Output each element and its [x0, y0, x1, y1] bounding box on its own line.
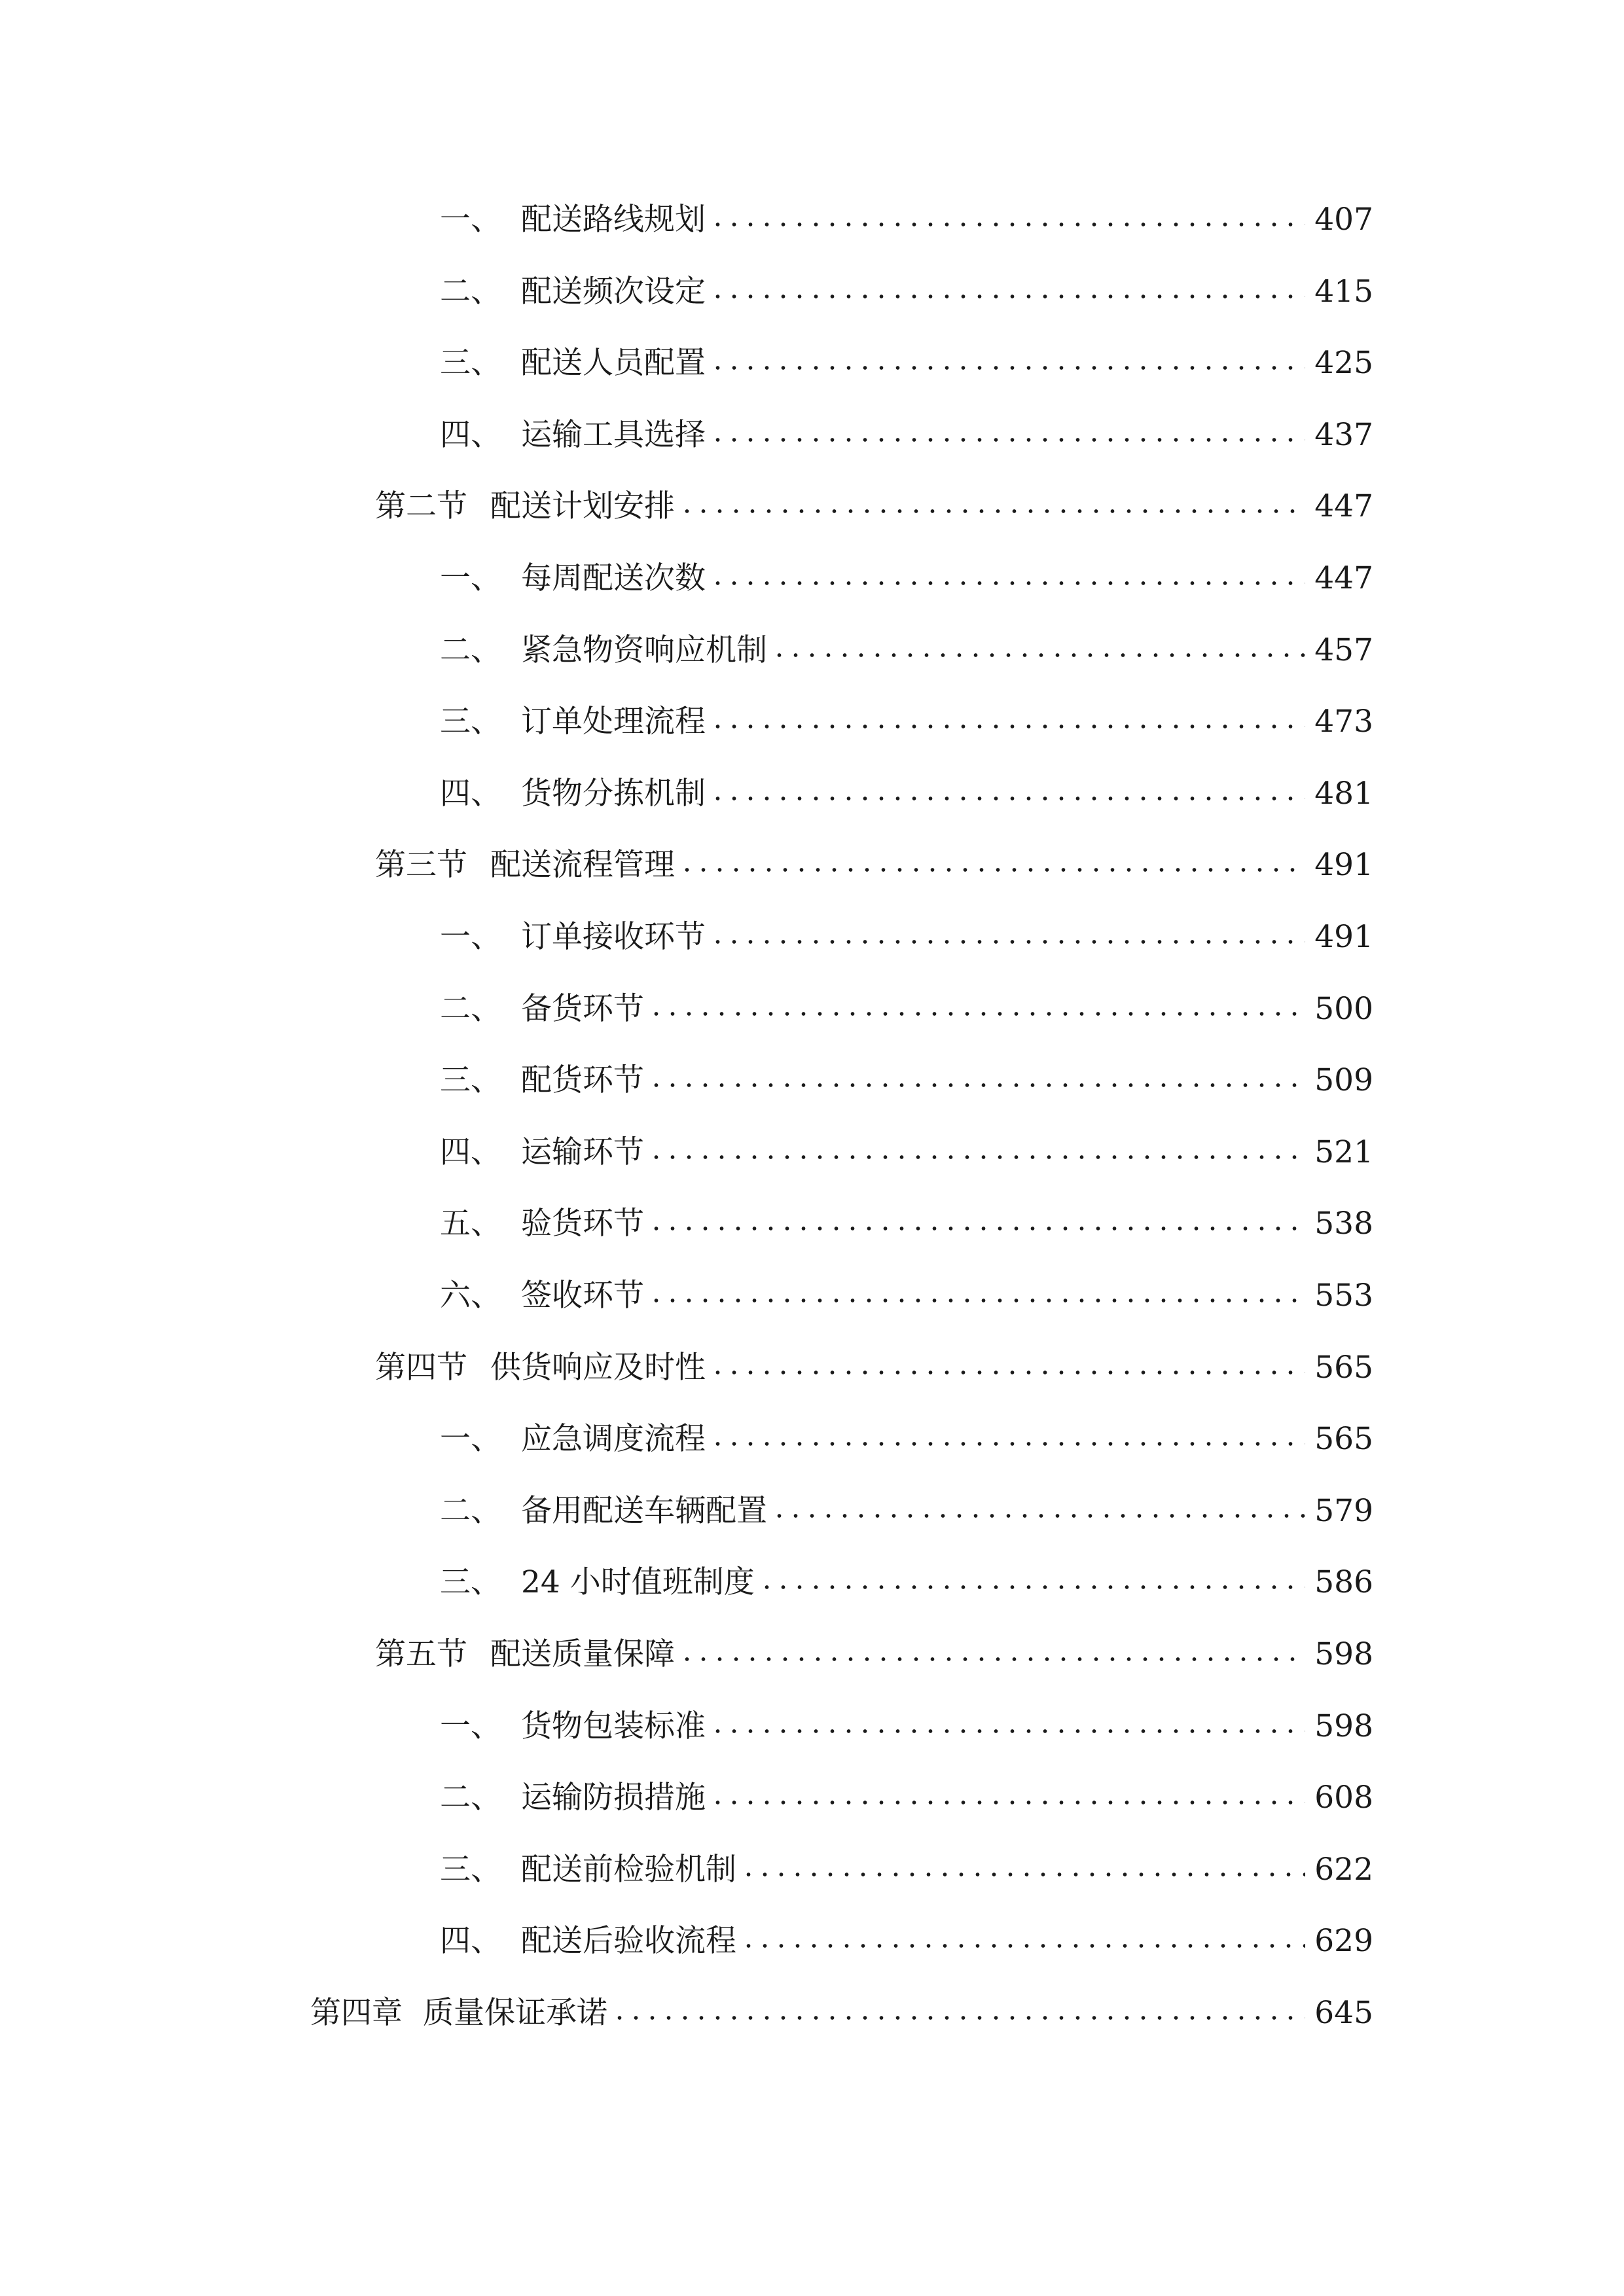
toc-entry[interactable]: [375, 839, 1373, 891]
toc-entry-page-number: 521: [1314, 1134, 1373, 1170]
toc-entry[interactable]: [440, 768, 1373, 820]
toc-entry-number: 二、: [440, 1493, 501, 1529]
toc-entry-page-number: 608: [1314, 1780, 1373, 1816]
toc-entry-title: 24 小时值班制度: [521, 1564, 755, 1600]
toc-entry-title: 配货环节: [521, 1062, 644, 1098]
toc-entry[interactable]: [440, 1198, 1373, 1250]
toc-entry-page-number: 473: [1314, 704, 1373, 740]
toc-dot-leader: [710, 1437, 1305, 1451]
toc-dot-leader: [648, 1078, 1305, 1092]
toc-dot-leader: [679, 863, 1305, 877]
toc-entry-page-number: 553: [1314, 1278, 1373, 1314]
toc-entry-title: 验货环节: [521, 1206, 644, 1242]
toc-entry-number: 一、: [440, 919, 501, 955]
toc-entry-page-number: 447: [1314, 488, 1373, 524]
toc-entry-page-number: 491: [1314, 847, 1373, 883]
toc-entry[interactable]: [310, 1987, 1373, 2039]
toc-entry-title: 运输防损措施: [521, 1780, 706, 1816]
toc-entry-title: 配送计划安排: [490, 488, 675, 524]
toc-entry[interactable]: [440, 1126, 1373, 1179]
toc-entry[interactable]: [440, 696, 1373, 748]
toc-entry[interactable]: [440, 1772, 1373, 1824]
toc-entry-title: 配送后验收流程: [521, 1923, 736, 1959]
toc-entry-page-number: 565: [1314, 1421, 1373, 1457]
toc-dot-leader: [710, 935, 1305, 949]
toc-entry[interactable]: [440, 1700, 1373, 1753]
toc-dot-leader: [710, 361, 1305, 375]
toc-entry-number: 第二节: [375, 488, 467, 524]
toc-dot-leader: [771, 648, 1305, 662]
toc-entry-number: 二、: [440, 274, 501, 310]
toc-entry-number: 六、: [440, 1278, 501, 1314]
toc-dot-leader: [710, 1795, 1305, 1810]
toc-entry-number: 四、: [440, 417, 501, 453]
toc-dot-leader: [710, 289, 1305, 304]
toc-dot-leader: [710, 1724, 1305, 1738]
toc-entry-number: 一、: [440, 1708, 501, 1744]
toc-entry[interactable]: [375, 1342, 1373, 1394]
toc-dot-leader: [740, 1939, 1305, 1953]
toc-entry-page-number: 645: [1314, 1995, 1373, 2031]
toc-dot-leader: [710, 791, 1305, 806]
toc-entry[interactable]: [440, 409, 1373, 461]
toc-entry[interactable]: [440, 983, 1373, 1035]
toc-dot-leader: [710, 576, 1305, 590]
toc-entry[interactable]: [440, 194, 1373, 246]
toc-entry[interactable]: [440, 1556, 1373, 1609]
toc-entry-page-number: 415: [1314, 274, 1373, 310]
toc-dot-leader: [710, 217, 1305, 232]
toc-entry[interactable]: [440, 337, 1373, 389]
toc-entry-page-number: 447: [1314, 560, 1373, 596]
toc-entry-title: 货物包装标准: [521, 1708, 706, 1744]
toc-entry-title: 运输环节: [521, 1134, 644, 1170]
toc-entry[interactable]: [440, 1054, 1373, 1107]
toc-entry-number: 三、: [440, 1062, 501, 1098]
toc-entry-title: 签收环节: [521, 1278, 644, 1314]
toc-entry-title: 紧急物资响应机制: [521, 632, 767, 668]
toc-entry-title: 运输工具选择: [521, 417, 706, 453]
toc-entry-title: 质量保证承诺: [423, 1995, 607, 2031]
toc-entry-page-number: 491: [1314, 919, 1373, 955]
toc-entry[interactable]: [440, 552, 1373, 605]
toc-dot-leader: [759, 1580, 1306, 1594]
toc-dot-leader: [679, 504, 1305, 518]
toc-entry-page-number: 565: [1314, 1350, 1373, 1386]
toc-entry[interactable]: [440, 624, 1373, 677]
toc-entry-title: 供货响应及时性: [490, 1350, 706, 1386]
toc-dot-leader: [648, 1150, 1305, 1164]
toc-dot-leader: [710, 719, 1305, 734]
toc-dot-leader: [771, 1509, 1305, 1523]
toc-entry-number: 一、: [440, 1421, 501, 1457]
toc-entry-page-number: 437: [1314, 417, 1373, 453]
toc-entry-page-number: 598: [1314, 1708, 1373, 1744]
toc-entry-number: 三、: [440, 1852, 501, 1888]
toc-entry-number: 二、: [440, 632, 501, 668]
toc-entry-page-number: 500: [1314, 991, 1373, 1027]
toc-entry-number: 四、: [440, 1134, 501, 1170]
toc-dot-leader: [710, 433, 1305, 447]
toc-entry-page-number: 538: [1314, 1206, 1373, 1242]
toc-entry-number: 四、: [440, 1923, 501, 1959]
toc-entry-number: 三、: [440, 704, 501, 740]
toc-entry[interactable]: [440, 1413, 1373, 1465]
toc-entry-title: 配送质量保障: [490, 1636, 675, 1672]
toc-entry-page-number: 481: [1314, 776, 1373, 812]
toc-entry-title: 备货环节: [521, 991, 644, 1027]
toc-entry[interactable]: [440, 1270, 1373, 1322]
toc-entry-title: 配送路线规划: [521, 202, 706, 238]
toc-entry-number: 四、: [440, 776, 501, 812]
toc-entry-page-number: 407: [1314, 202, 1373, 238]
toc-entry-page-number: 509: [1314, 1062, 1373, 1098]
toc-entry[interactable]: [375, 480, 1373, 533]
toc-dot-leader: [648, 1293, 1305, 1308]
toc-entry[interactable]: [440, 1844, 1373, 1896]
toc-dot-leader: [679, 1652, 1305, 1666]
toc-dot-leader: [648, 1221, 1305, 1236]
toc-entry-number: 三、: [440, 345, 501, 381]
toc-entry-number: 第三节: [375, 847, 467, 883]
toc-entry-title: 配送人员配置: [521, 345, 706, 381]
toc-entry[interactable]: [440, 266, 1373, 318]
toc-entry[interactable]: [440, 1915, 1373, 1967]
toc-entry-number: 一、: [440, 560, 501, 596]
toc-entry-title: 备用配送车辆配置: [521, 1493, 767, 1529]
toc-entry-title: 订单处理流程: [521, 704, 706, 740]
toc-entry-title: 货物分拣机制: [521, 776, 706, 812]
toc-entry-page-number: 586: [1314, 1564, 1373, 1600]
toc-entry-title: 配送流程管理: [490, 847, 675, 883]
toc-entry-page-number: 579: [1314, 1493, 1373, 1529]
toc-entry-number: 第五节: [375, 1636, 467, 1672]
toc-entry-number: 第四节: [375, 1350, 467, 1386]
toc-entry-page-number: 622: [1314, 1852, 1373, 1888]
toc-dot-leader: [611, 2011, 1305, 2025]
toc-entry-number: 一、: [440, 202, 501, 238]
toc-dot-leader: [740, 1867, 1305, 1882]
toc-entry-title: 每周配送次数: [521, 560, 706, 596]
toc-entry-number: 三、: [440, 1564, 501, 1600]
toc-entry-page-number: 629: [1314, 1923, 1373, 1959]
toc-dot-leader: [710, 1365, 1305, 1380]
toc-entry[interactable]: [440, 1485, 1373, 1537]
toc-entry-number: 第四章: [310, 1995, 403, 2031]
toc-entry-title: 配送前检验机制: [521, 1852, 736, 1888]
toc-entry-title: 订单接收环节: [521, 919, 706, 955]
toc-entry[interactable]: [440, 911, 1373, 963]
toc-entry-title: 应急调度流程: [521, 1421, 706, 1457]
toc-entry-page-number: 425: [1314, 345, 1373, 381]
toc-entry-number: 二、: [440, 991, 501, 1027]
toc-entry-title: 配送频次设定: [521, 274, 706, 310]
toc-entry-number: 二、: [440, 1780, 501, 1816]
toc-dot-leader: [648, 1007, 1305, 1021]
toc-entry-page-number: 598: [1314, 1636, 1373, 1672]
toc-entry-page-number: 457: [1314, 632, 1373, 668]
toc-entry-number: 五、: [440, 1206, 501, 1242]
toc-entry[interactable]: [375, 1628, 1373, 1681]
